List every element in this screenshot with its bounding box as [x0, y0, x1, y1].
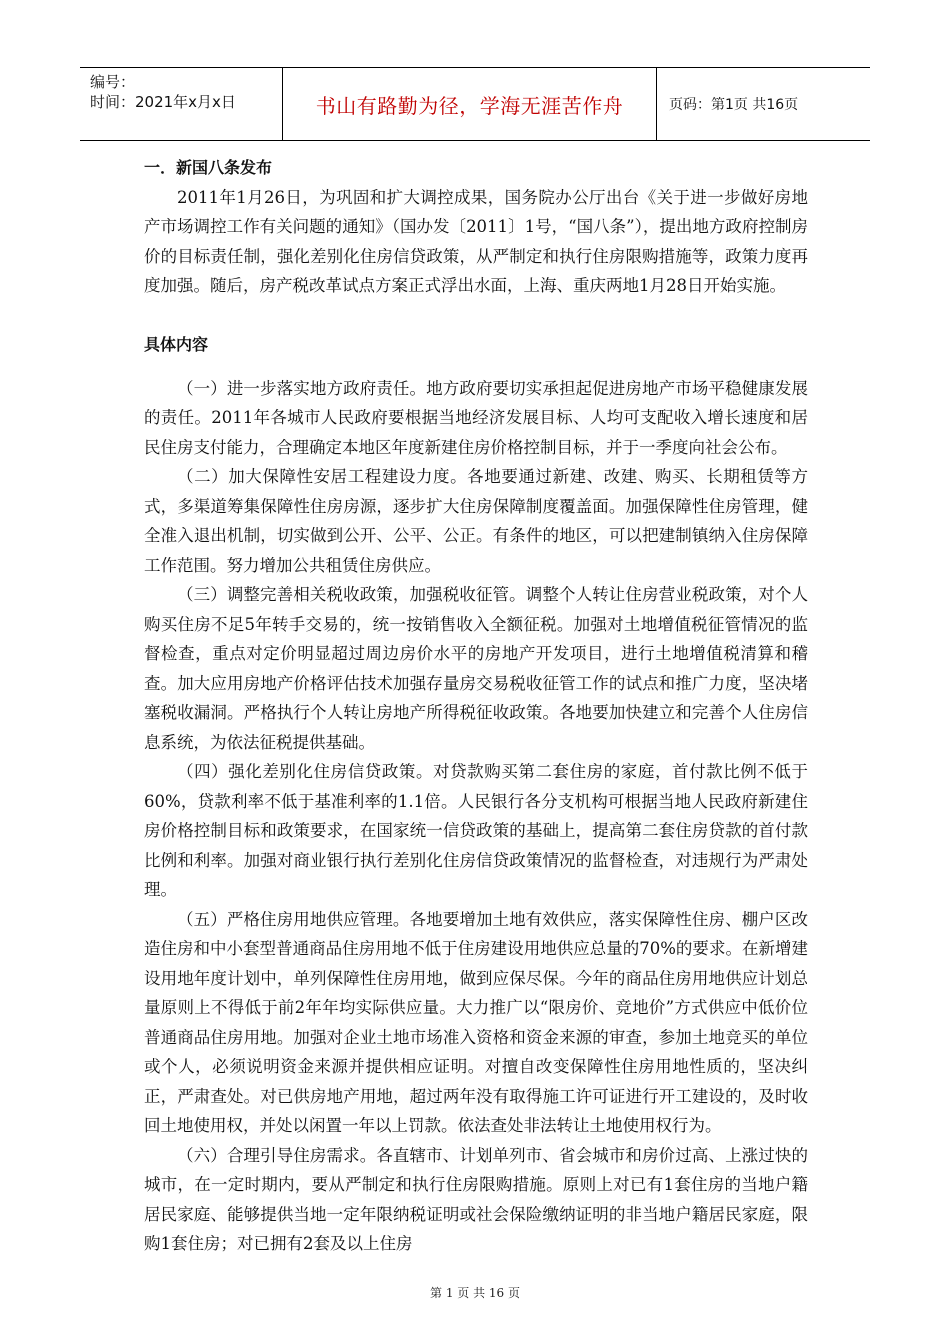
header-motto: 书山有路勤为径，学海无涯苦作舟 — [283, 68, 657, 140]
paragraph-3: （三）调整完善相关税收政策，加强税收征管。调整个人转让住房营业税政策，对个人购买住房不足5年转手交易的，统一按销售收入全额征税。加强对土地增值税征管情况的监督检查，重点对定价明显超过周边房价水平的房地产开发项目，进行土地增值税清算和稽查。加大应用房地产价格评估技术加强存量房交易税收征管工作的试点和推广力度，坚决堵塞税收漏洞。严格执行个人转让房地产所得税征收政策。各地要加快建立和完善个人住房信息系统，为依法征税提供基础。 — [144, 585, 808, 752]
spacer — [144, 301, 808, 331]
document-date: 时间：2021年x月x日 — [90, 93, 236, 111]
document-number-label: 编号： — [90, 73, 136, 91]
paragraph-5: （五）严格住房用地供应管理。各地要增加土地有效供应，落实保障性住房、棚户区改造住房和中小套型普通商品住房用地不低于住房建设用地供应总量的70%的要求。在新增建设用地年度计划中，单列保障性住房用地，做到应保尽保。今年的商品住房用地供应计划总量原则上不得低于前2年年均实际供应量。大力推广以“限房价、竞地价”方式供应中低价位普通商品住房用地。加强对企业土地市场准入资格和资金来源的审查，参加土地竞买的单位或个人，必须说明资金来源并提供相应证明。对擅自改变保障性住房用地性质的，坚决纠正，严肃查处。对已供房地产用地，超过两年没有取得施工许可证进行开工建设的，及时收回土地使用权，并处以闲置一年以上罚款。依法查处非法转让土地使用权行为。 — [144, 909, 808, 1135]
paragraph-2: （二）加大保障性安居工程建设力度。各地要通过新建、改建、购买、长期租赁等方式，多渠道筹集保障性住房房源，逐步扩大住房保障制度覆盖面。加强保障性住房管理，健全准入退出机制，切实做到公开、公平、公正。有条件的地区，可以把建制镇纳入住房保障工作范围。努力增加公共租赁住房供应。 — [144, 467, 808, 575]
document-body — [144, 153, 808, 1259]
paragraph-1: （一）进一步落实地方政府责任。地方政府要切实承担起促进房地产市场平稳健康发展的责任。2011年各城市人民政府要根据当地经济发展目标、人均可支配收入增长速度和居民住房支付能力，合理确定本地区年度新建住房价格控制目标，并于一季度向社会公布。 — [144, 378, 808, 457]
intro-paragraph: 2011年1月26日，为巩固和扩大调控成果，国务院办公厅出台《关于进一步做好房地产市场调控工作有关问题的通知》（国办发〔2011〕1号，“国八条”），提出地方政府控制房价的目标责任制，强化差别化住房信贷政策，从严制定和执行住房限购措施等，政策力度再度加强。随后，房产税改革试点方案正式浮出水面，上海、重庆两地1月28日开始实施。 — [144, 187, 808, 295]
header-meta — [80, 68, 283, 140]
page-header — [80, 67, 870, 141]
paragraph-6: （六）合理引导住房需求。各直辖市、计划单列市、省会城市和房价过高、上涨过快的城市，在一定时期内，要从严制定和执行住房限购措施。原则上对已有1套住房的当地户籍居民家庭、能够提供当地一定年限纳税证明或社会保险缴纳证明的非当地户籍居民家庭，限购1套住房；对已拥有2套及以上住房 — [144, 1145, 808, 1253]
page-footer: 第 1 页 共 16 页 — [430, 1286, 520, 1300]
section-title: 一．新国八条发布 — [144, 158, 273, 177]
content-heading: 具体内容 — [144, 335, 209, 354]
spacer — [144, 360, 808, 374]
paragraph-4: （四）强化差别化住房信贷政策。对贷款购买第二套住房的家庭，首付款比例不低于60%，贷款利率不低于基准利率的1.1倍。人民银行各分支机构可根据当地人民政府新建住房价格控制目标和政策要求，在国家统一信贷政策的基础上，提高第二套住房贷款的首付款比例和利率。加强对商业银行执行差别化住房信贷政策情况的监督检查，对违规行为严肃处理。 — [144, 762, 808, 899]
header-page-info: 页码：第1页 共16页 — [669, 97, 799, 113]
